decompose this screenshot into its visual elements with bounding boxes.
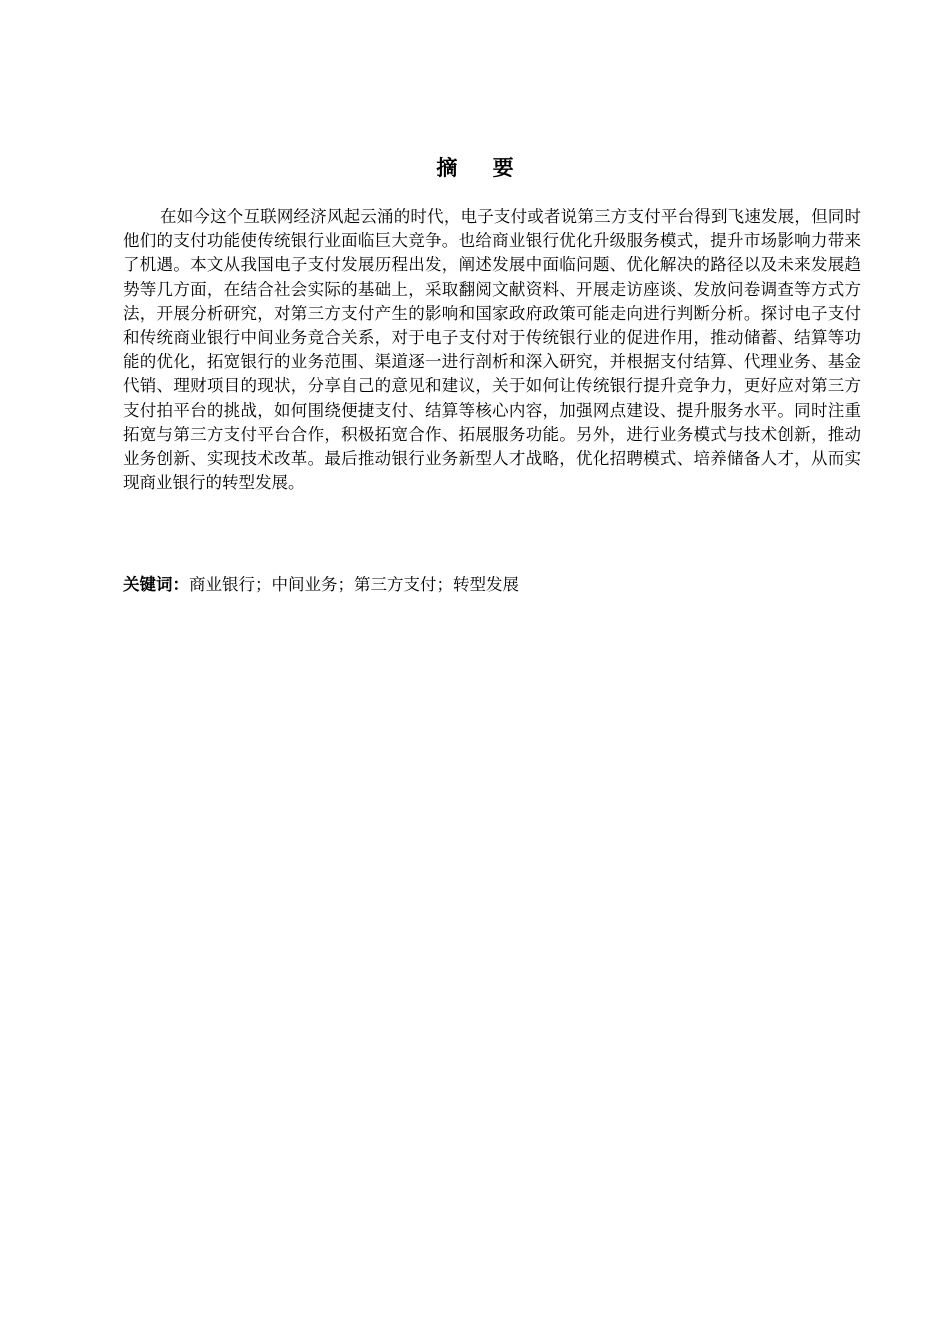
abstract-title: 摘 要 [436,156,528,180]
abstract-body [123,205,861,495]
keywords-label: 关键词： [123,575,189,594]
abstract-paragraph: 在如今这个互联网经济风起云涌的时代，电子支付或者说第三方支付平台得到飞速发展，但同时他们的支付功能使传统银行业面临巨大竞争。也给商业银行优化升级服务模式，提升市场影响力带来了机遇。本文从我国电子支付发展历程出发，阐述发展中面临问题、优化解决的路径以及未来发展趋势等几方面，在结合社会实际的基础上，采取翻阅文献资料、开展走访座谈、发放问卷调查等方式方法，开展分析研究，对第三方支付产生的影响和国家政府政策可能走向进行判断分析。探讨电子支付和传统商业银行中间业务竞合关系，对于电子支付对于传统银行业的促进作用，推动储蓄、结算等功能的优化，拓宽银行的业务范围、渠道逐一进行剖析和深入研究，并根据支付结算、代理业务、基金代销、理财项目的现状，分享自己的意见和建议，关于如何让传统银行提升竞争力，更好应对第三方支付拍平台的挑战，如何围绕便捷支付、结算等核心内容，加强网点建设、提升服务水平。同时注重拓宽与第三方支付平台合作，积极拓宽合作、拓展服务功能。另外，进行业务模式与技术创新，推动业务创新、实现技术改革。最后推动银行业务新型人才战略，优化招聘模式、培养储备人才，从而实现商业银行的转型发展。 [123,207,861,493]
keywords-list: 商业银行；中间业务；第三方支付；转型发展 [189,575,519,594]
keywords-line [123,573,519,597]
